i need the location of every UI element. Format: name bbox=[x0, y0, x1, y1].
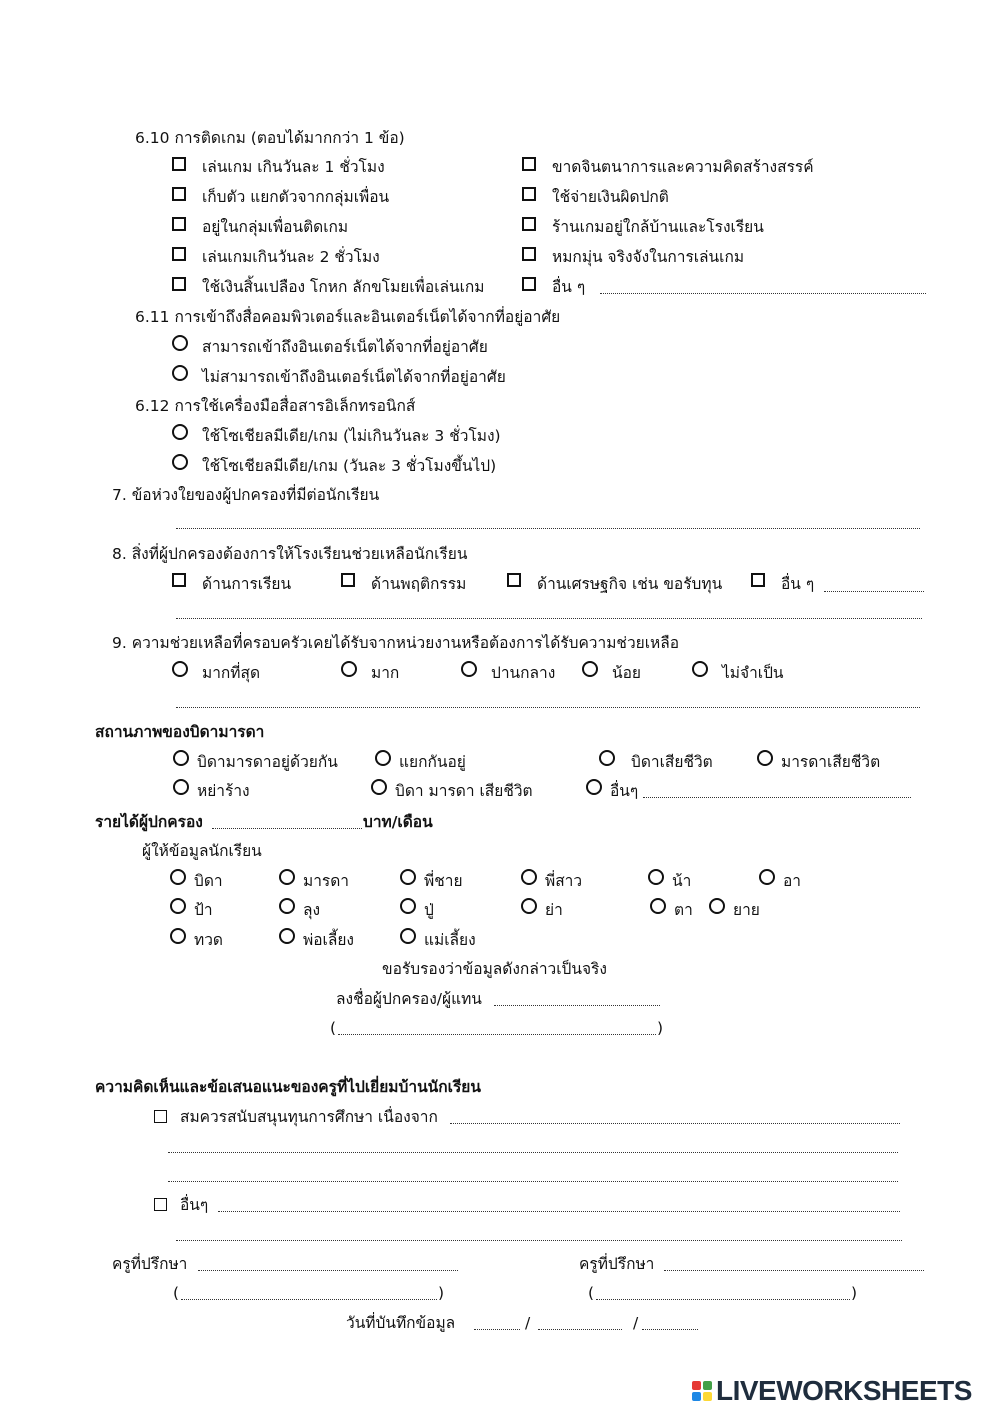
option-need-much: มาก bbox=[371, 664, 400, 682]
option-father: บิดา bbox=[194, 872, 223, 890]
income-field[interactable] bbox=[212, 828, 362, 829]
advisor-name-left[interactable] bbox=[181, 1299, 437, 1300]
advisor-sign-right[interactable] bbox=[664, 1270, 924, 1271]
checkbox-help-economic[interactable] bbox=[507, 573, 521, 587]
option-teacher-other: อื่นๆ bbox=[180, 1196, 209, 1214]
radio-older-brother[interactable] bbox=[400, 869, 416, 885]
option-father-deceased: บิดาเสียชีวิต bbox=[631, 753, 713, 771]
option-stepmother: แม่เลี้ยง bbox=[424, 931, 476, 949]
radio-social-over-3hr[interactable] bbox=[172, 454, 188, 470]
parent-status-title: สถานภาพของบิดามารดา bbox=[95, 723, 265, 741]
option-help-behavior: ด้านพฤติกรรม bbox=[371, 575, 467, 593]
advisor-label-right: ครูที่ปรึกษา bbox=[579, 1255, 655, 1273]
checkbox-game-1hr[interactable] bbox=[172, 157, 186, 171]
checkbox-gamer-friends[interactable] bbox=[172, 217, 186, 231]
radio-mother[interactable] bbox=[279, 869, 295, 885]
income-unit: บาท/เดือน bbox=[363, 813, 433, 831]
option-both-deceased: บิดา มารดา เสียชีวิต bbox=[395, 782, 533, 800]
option-support-scholarship: สมควรสนับสนุนทุนการศึกษา เนื่องจาก bbox=[180, 1108, 438, 1126]
option-gamer-friends: อยู่ในกลุ่มเพื่อนติดเกม bbox=[202, 218, 349, 236]
option-stepfather: พ่อเลี้ยง bbox=[303, 931, 354, 949]
option-aunt-pa: ป้า bbox=[194, 901, 213, 919]
checkbox-withdrawn[interactable] bbox=[172, 187, 186, 201]
option-game-shop-near: ร้านเกมอยู่ใกล้บ้านและโรงเรียน bbox=[552, 218, 764, 236]
checkbox-abnormal-spending[interactable] bbox=[522, 187, 536, 201]
radio-uncle-lung[interactable] bbox=[279, 898, 295, 914]
radio-older-sister[interactable] bbox=[521, 869, 537, 885]
checkbox-other-610[interactable] bbox=[522, 277, 536, 291]
radio-internet-no[interactable] bbox=[172, 365, 188, 381]
advisor-name-right-close: ) bbox=[851, 1284, 858, 1302]
advisor-sign-left[interactable] bbox=[198, 1270, 458, 1271]
radio-great-grandparent[interactable] bbox=[170, 928, 186, 944]
radio-uncle-a[interactable] bbox=[759, 869, 775, 885]
option-mother-deceased: มารดาเสียชีวิต bbox=[781, 753, 881, 771]
radio-stepfather[interactable] bbox=[279, 928, 295, 944]
guardian-name-open: ( bbox=[330, 1019, 337, 1037]
option-together: บิดามารดาอยู่ด้วยกัน bbox=[197, 753, 338, 771]
checkbox-no-creativity[interactable] bbox=[522, 157, 536, 171]
option-uncle-a: อา bbox=[783, 872, 802, 890]
option-grandfather-pu: ปู่ bbox=[424, 901, 434, 919]
certify-text: ขอรับรองว่าข้อมูลดังกล่าวเป็นจริง bbox=[382, 960, 607, 978]
option-help-study: ด้านการเรียน bbox=[202, 575, 292, 593]
scholarship-reason-line2[interactable] bbox=[168, 1152, 898, 1153]
income-label: รายได้ผู้ปกครอง bbox=[95, 813, 203, 831]
option-game-2hr: เล่นเกมเกินวันละ 2 ชั่วโมง bbox=[202, 248, 380, 266]
section-6-11-title: 6.11 การเข้าถึงสื่อคอมพิวเตอร์และอินเตอร์เน็ตได้จากที่อยู่อาศัย bbox=[135, 308, 561, 326]
date-sep-2: / bbox=[633, 1314, 639, 1332]
option-aunt-na: น้า bbox=[672, 872, 692, 890]
help-detail-field[interactable] bbox=[176, 618, 922, 619]
guardian-name-close: ) bbox=[657, 1019, 664, 1037]
date-month-field[interactable] bbox=[538, 1329, 622, 1330]
option-social-over-3hr: ใช้โซเชียลมีเดีย/เกม (วันละ 3 ชั่วโมงขึ้นไป) bbox=[202, 457, 497, 475]
option-other-610: อื่น ๆ bbox=[552, 278, 586, 296]
checkbox-help-study[interactable] bbox=[172, 573, 186, 587]
advisor-name-right-open: ( bbox=[588, 1284, 595, 1302]
option-game-1hr: เล่นเกม เกินวันละ 1 ชั่วโมง bbox=[202, 158, 385, 176]
scholarship-reason-line3[interactable] bbox=[168, 1181, 898, 1182]
radio-together[interactable] bbox=[173, 750, 189, 766]
option-need-medium: ปานกลาง bbox=[491, 664, 556, 682]
teacher-comment-title: ความคิดเห็นและข้อเสนอแนะของครูที่ไปเยี่ยมบ้านนักเรียน bbox=[95, 1078, 481, 1096]
section-6-10-title: 6.10 การติดเกม (ตอบได้มากกว่า 1 ข้อ) bbox=[135, 129, 405, 147]
advisor-name-left-close: ) bbox=[438, 1284, 445, 1302]
radio-need-medium[interactable] bbox=[461, 661, 477, 677]
radio-grandfather-ta[interactable] bbox=[650, 898, 666, 914]
advisor-label-left: ครูที่ปรึกษา bbox=[112, 1255, 188, 1273]
radio-need-none[interactable] bbox=[692, 661, 708, 677]
radio-separated[interactable] bbox=[375, 750, 391, 766]
section-9-title: 9. ความช่วยเหลือที่ครอบครัวเคยได้รับจากหน่วยงานหรือต้องการได้รับความช่วยเหลือ bbox=[112, 634, 680, 652]
teacher-other-field[interactable] bbox=[218, 1211, 900, 1212]
guardian-sign-label: ลงชื่อผู้ปกครอง/ผู้แทน bbox=[336, 990, 482, 1008]
other-610-field[interactable] bbox=[600, 293, 926, 294]
option-uncle-lung: ลุง bbox=[303, 901, 321, 919]
checkbox-help-behavior[interactable] bbox=[341, 573, 355, 587]
date-sep-1: / bbox=[525, 1314, 531, 1332]
radio-status-other[interactable] bbox=[586, 779, 602, 795]
liveworksheets-logo bbox=[692, 1376, 972, 1406]
option-grandmother-yai: ยาย bbox=[733, 901, 760, 919]
status-other-field[interactable] bbox=[643, 797, 911, 798]
section-8-title: 8. สิ่งที่ผู้ปกครองต้องการให้โรงเรียนช่วยเหลือนักเรียน bbox=[112, 545, 468, 563]
option-need-none: ไม่จำเป็น bbox=[722, 664, 784, 682]
option-social-under-3hr: ใช้โซเชียลมีเดีย/เกม (ไม่เกินวันละ 3 ชั่วโมง) bbox=[202, 427, 501, 445]
option-older-sister: พี่สาว bbox=[545, 872, 583, 890]
radio-need-most[interactable] bbox=[172, 661, 188, 677]
radio-social-under-3hr[interactable] bbox=[172, 424, 188, 440]
option-obsessed: หมกมุ่น จริงจังในการเล่นเกม bbox=[552, 248, 745, 266]
radio-grandfather-pu[interactable] bbox=[400, 898, 416, 914]
option-older-brother: พี่ชาย bbox=[424, 872, 463, 890]
radio-grandmother-ya[interactable] bbox=[521, 898, 537, 914]
radio-father[interactable] bbox=[170, 869, 186, 885]
option-withdrawn: เก็บตัว แยกตัวจากกลุ่มเพื่อน bbox=[202, 188, 390, 206]
teacher-other-line2[interactable] bbox=[176, 1240, 902, 1241]
section-7-title: 7. ข้อห่วงใยของผู้ปกครองที่มีต่อนักเรียน bbox=[112, 486, 380, 504]
option-help-economic: ด้านเศรษฐกิจ เช่น ขอรับทุน bbox=[537, 575, 723, 593]
radio-both-deceased[interactable] bbox=[371, 779, 387, 795]
option-help-other: อื่น ๆ bbox=[781, 575, 815, 593]
radio-aunt-na[interactable] bbox=[648, 869, 664, 885]
checkbox-teacher-other[interactable] bbox=[154, 1198, 167, 1211]
liveworksheets-logo-text: LIVEWORKSHEETS bbox=[716, 1375, 972, 1406]
radio-father-deceased[interactable] bbox=[599, 750, 615, 766]
date-year-field[interactable] bbox=[642, 1329, 698, 1330]
guardian-sign-field[interactable] bbox=[494, 1005, 660, 1006]
option-abnormal-spending: ใช้จ่ายเงินผิดปกติ bbox=[552, 188, 669, 206]
checkbox-support-scholarship[interactable] bbox=[154, 1110, 167, 1123]
radio-divorced[interactable] bbox=[173, 779, 189, 795]
radio-need-little[interactable] bbox=[582, 661, 598, 677]
section-6-12-title: 6.12 การใช้เครื่องมือสื่อสารอิเล็กทรอนิกส์ bbox=[135, 397, 416, 415]
option-need-most: มากที่สุด bbox=[202, 664, 261, 682]
radio-grandmother-yai[interactable] bbox=[709, 898, 725, 914]
option-no-creativity: ขาดจินตนาการและความคิดสร้างสรรค์ bbox=[552, 158, 814, 176]
option-great-grandparent: ทวด bbox=[194, 931, 223, 949]
checkbox-obsessed[interactable] bbox=[522, 247, 536, 261]
radio-mother-deceased[interactable] bbox=[757, 750, 773, 766]
date-day-field[interactable] bbox=[474, 1329, 520, 1330]
checkbox-game-2hr[interactable] bbox=[172, 247, 186, 261]
record-date-label: วันที่บันทึกข้อมูล bbox=[346, 1314, 456, 1332]
option-status-other: อื่นๆ bbox=[610, 782, 639, 800]
concern-field[interactable] bbox=[176, 528, 920, 529]
help-other-field[interactable] bbox=[824, 591, 924, 592]
option-grandfather-ta: ตา bbox=[674, 901, 693, 919]
radio-internet-yes[interactable] bbox=[172, 335, 188, 351]
checkbox-waste-money[interactable] bbox=[172, 277, 186, 291]
option-separated: แยกกันอยู่ bbox=[399, 753, 466, 771]
option-waste-money: ใช้เงินสิ้นเปลือง โกหก ลักขโมยเพื่อเล่นเกม bbox=[202, 278, 485, 296]
option-divorced: หย่าร้าง bbox=[197, 782, 250, 800]
option-grandmother-ya: ย่า bbox=[545, 901, 563, 919]
informant-title: ผู้ให้ข้อมูลนักเรียน bbox=[142, 842, 262, 860]
option-internet-no: ไม่สามารถเข้าถึงอินเตอร์เน็ตได้จากที่อยู่อาศัย bbox=[202, 368, 506, 386]
scholarship-reason-field[interactable] bbox=[450, 1123, 900, 1124]
advisor-name-right[interactable] bbox=[596, 1299, 850, 1300]
option-need-little: น้อย bbox=[612, 664, 641, 682]
option-internet-yes: สามารถเข้าถึงอินเตอร์เน็ตได้จากที่อยู่อาศัย bbox=[202, 338, 488, 356]
advisor-name-left-open: ( bbox=[173, 1284, 180, 1302]
liveworksheets-logo-icon bbox=[692, 1379, 714, 1403]
radio-aunt-pa[interactable] bbox=[170, 898, 186, 914]
assistance-field[interactable] bbox=[176, 707, 920, 708]
option-mother: มารดา bbox=[303, 872, 350, 890]
radio-stepmother[interactable] bbox=[400, 928, 416, 944]
checkbox-game-shop-near[interactable] bbox=[522, 217, 536, 231]
guardian-name-field[interactable] bbox=[338, 1034, 656, 1035]
checkbox-help-other[interactable] bbox=[751, 573, 765, 587]
radio-need-much[interactable] bbox=[341, 661, 357, 677]
